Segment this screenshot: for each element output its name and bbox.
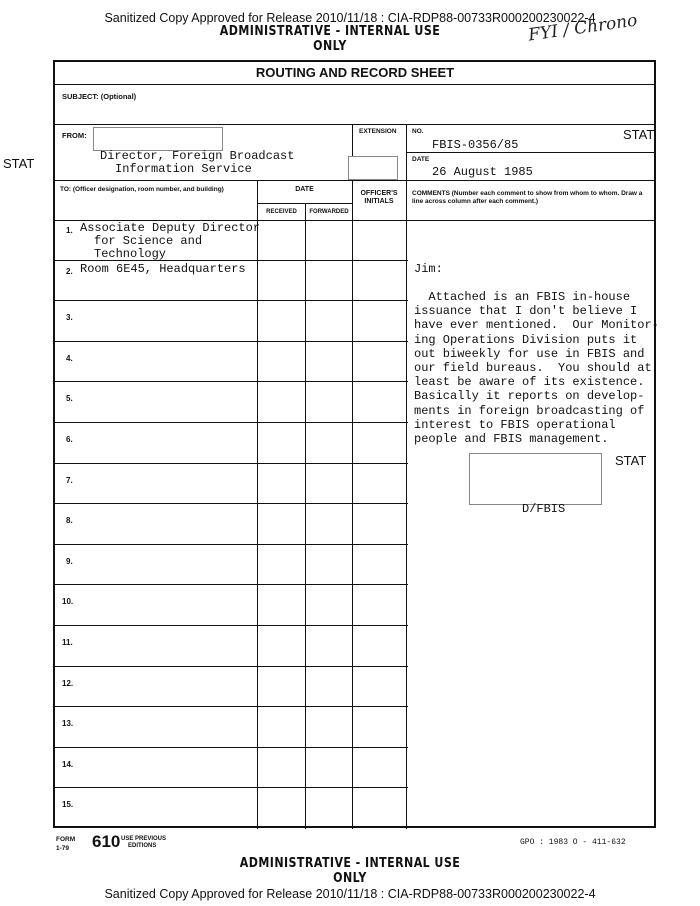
date-label: DATE — [412, 156, 430, 163]
received-label: RECEIVED — [266, 209, 297, 215]
routing-row-number: 10. — [62, 597, 74, 607]
routing-row-number: 12. — [62, 678, 74, 688]
routing-row-number: 11. — [62, 638, 73, 647]
signature: D/FBIS — [522, 502, 566, 516]
routing-row — [54, 788, 408, 829]
routing-row — [54, 301, 408, 342]
comments-label: COMMENTS (Number each comment to show from whom to whom. Draw a line across column after each comment.) — [412, 190, 643, 205]
comment-line: out biweekly for use in FBIS and — [414, 346, 645, 361]
comment-line: least be aware of its existence. — [414, 375, 645, 390]
routing-row-number: 15. — [62, 800, 74, 810]
routing-row — [54, 626, 408, 667]
routing-row-number: 3. — [66, 313, 73, 323]
routing-row-number: 1. — [66, 226, 73, 235]
addressee-line: Technology — [94, 247, 167, 261]
to-label: TO: (Officer designation, room number, and building) — [60, 186, 224, 193]
comment-salutation: Jim: — [414, 262, 443, 276]
routing-row-addressee — [80, 222, 280, 261]
routing-row — [54, 382, 408, 423]
comment-line: issuance that I don't believe I — [414, 304, 638, 319]
form-title: ROUTING AND RECORD SHEET — [255, 65, 455, 80]
from-label: FROM: — [62, 131, 87, 140]
routing-row-number: 14. — [62, 759, 74, 769]
document-number: FBIS-0356/85 — [432, 138, 519, 152]
routing-row — [54, 545, 408, 586]
routing-row — [54, 342, 408, 383]
routing-row — [54, 220, 408, 261]
gpo-label: GPO : 1983 O - 411-632 — [520, 838, 626, 847]
routing-row — [54, 464, 408, 505]
comment-line: Basically it reports on develop- — [414, 389, 645, 404]
routing-row — [54, 748, 408, 789]
classification-stamp-top: ADMINISTRATIVE - INTERNAL USE ONLY — [219, 24, 441, 54]
form-number: 610 — [92, 832, 121, 851]
addressee-line: Room 6E45, Headquarters — [80, 261, 246, 276]
stat-label-left: STAT — [3, 156, 35, 171]
release-footer: Sanitized Copy Approved for Release 2010/11/18 : CIA-RDP88-00733R000200230022-4 — [104, 887, 596, 901]
comment-line: ments in foreign broadcasting of — [414, 403, 645, 418]
comment-line: people and FBIS management. — [414, 432, 609, 447]
routing-row-number: 9. — [66, 556, 73, 566]
addressee-line: for Science and — [94, 234, 203, 248]
stat-label-right-top: STAT — [623, 127, 655, 142]
routing-row — [54, 707, 408, 748]
date-column-label: DATE — [295, 186, 314, 193]
routing-row-number: 4. — [66, 353, 73, 363]
comment-line: our field bureaus. You should at — [414, 361, 652, 376]
signature-redaction — [469, 453, 602, 505]
release-header: Sanitized Copy Approved for Release 2010/11/18 : CIA-RDP88-00733R000200230022-4 — [104, 11, 596, 25]
use-previous-label: USE PREVIOUS — [121, 836, 167, 842]
document-date: 26 August 1985 — [432, 165, 533, 179]
routing-row — [54, 423, 408, 464]
from-line-1: Director, Foreign Broadcast — [100, 149, 295, 163]
routing-row-number: 2. — [66, 266, 73, 276]
forwarded-label: FORWARDED — [309, 209, 349, 215]
subject-label: SUBJECT: (Optional) — [62, 92, 137, 101]
routing-row-number: 5. — [66, 394, 73, 404]
routing-row-number: 7. — [66, 475, 73, 485]
classification-stamp-bottom: ADMINISTRATIVE - INTERNAL USE ONLY — [239, 856, 461, 886]
editions-label: EDITIONS — [128, 843, 157, 849]
routing-row — [54, 667, 408, 708]
officers-initials-label: OFFICER'S INITIALS — [360, 190, 398, 205]
extension-label: EXTENSION — [359, 128, 397, 135]
form-date: 1-79 — [56, 845, 70, 852]
comment-body — [414, 290, 659, 446]
routing-row — [54, 261, 408, 302]
from-line-2: Information Service — [115, 162, 252, 176]
comment-line: ing Operations Division puts it — [414, 332, 638, 347]
routing-row-addressee — [80, 263, 280, 276]
comment-line: interest to FBIS operational — [414, 417, 616, 432]
comment-line: have ever mentioned. Our Monitor- — [414, 318, 659, 333]
routing-row-number: 13. — [62, 719, 74, 729]
routing-row-number: 6. — [66, 435, 73, 444]
routing-row — [54, 585, 408, 626]
form-label: FORM — [56, 836, 76, 843]
addressee-line: Associate Deputy Director — [80, 221, 261, 235]
redaction-box — [93, 127, 223, 151]
no-label: NO. — [412, 128, 424, 135]
routing-row — [54, 504, 408, 545]
stat-label-right-mid: STAT — [615, 453, 647, 468]
routing-row-number: 8. — [66, 516, 73, 526]
extension-redaction — [348, 156, 398, 180]
comment-line: Attached is an FBIS in-house — [414, 290, 631, 304]
handwritten-note: FYI / Chrono — [527, 10, 639, 46]
